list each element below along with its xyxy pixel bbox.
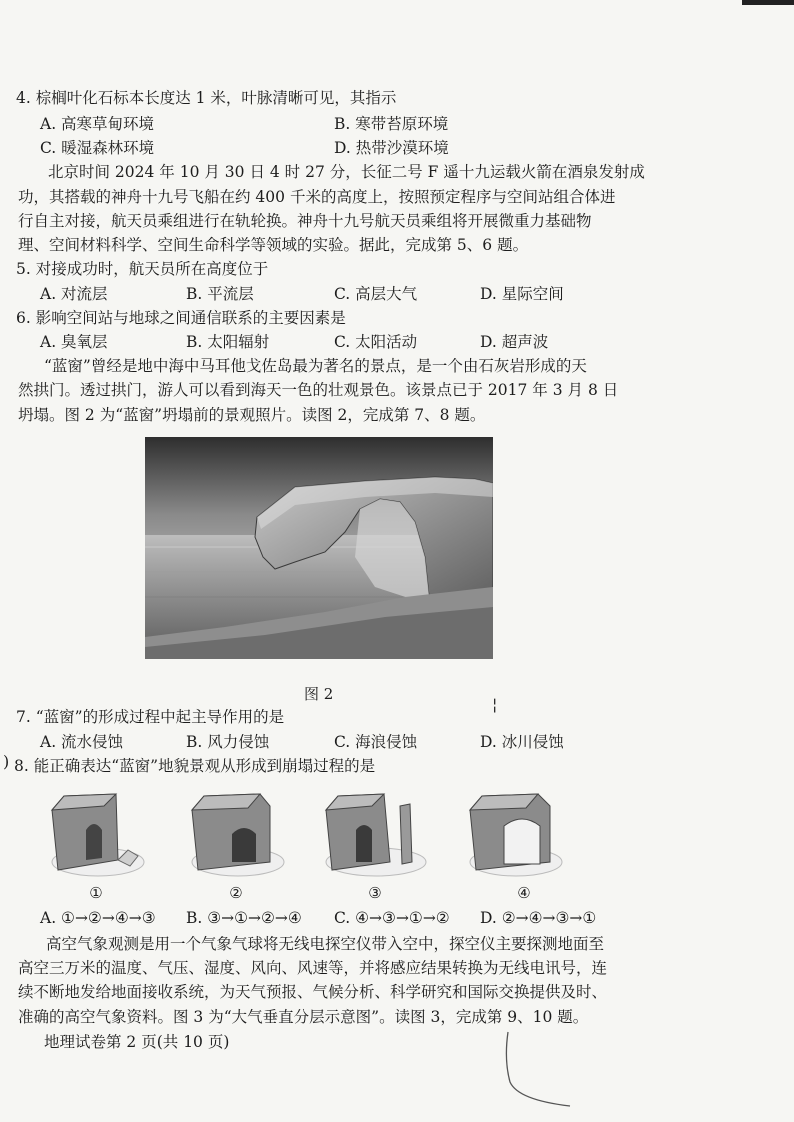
passage3-line: 准确的高空气象资料。图 3 为“大气垂直分层示意图”。读图 3，完成第 9、10 题。 (18, 1008, 589, 1026)
q5-stem: 5. 对接成功时，航天员所在高度位于 (16, 260, 269, 278)
q6-option-c: C. 太阳活动 (334, 333, 418, 351)
q7-option-b: B. 风力侵蚀 (186, 733, 270, 751)
passage2-line: 坍塌。图 2 为“蓝窗”坍塌前的景观照片。读图 2，完成第 7、8 题。 (18, 406, 486, 424)
q8-stem: 8. 能正确表达“蓝窗”地貌景观从形成到崩塌过程的是 (14, 757, 376, 775)
q7-option-c: C. 海浪侵蚀 (334, 733, 418, 751)
q5-option-a: A. 对流层 (40, 285, 108, 303)
arch-sketch-1 (46, 790, 146, 880)
figure2-caption: 图 2 (304, 685, 334, 703)
passage1-line: 北京时间 2024 年 10 月 30 日 4 时 27 分，长征二号 F 遥十九运载火箭在酒泉发射成 (48, 163, 645, 181)
q5-option-d: D. 星际空间 (480, 285, 564, 303)
q6-option-a: A. 臭氧层 (40, 333, 108, 351)
arch-sketch-4 (464, 790, 564, 880)
q8-option-c: C. ④→③→①→② (334, 909, 450, 927)
arch-sketch-2 (186, 790, 286, 880)
sketch-label-1: ① (89, 884, 103, 902)
q7-option-a: A. 流水侵蚀 (40, 733, 124, 751)
q4-option-b: B. 寒带苔原环境 (334, 115, 449, 133)
passage2-line: “蓝窗”曾经是地中海中马耳他戈佐岛最为著名的景点，是一个由石灰岩形成的天 (44, 357, 587, 375)
arch-sketch-3 (320, 790, 430, 880)
sketch-label-4: ④ (517, 884, 531, 902)
q4-option-d: D. 热带沙漠环境 (334, 139, 449, 157)
q4-option-a: A. 高寒草甸环境 (40, 115, 155, 133)
passage1-line: 理、空间材料科学、空间生命科学等领域的实验。据此，完成第 5、6 题。 (18, 236, 529, 254)
q6-option-b: B. 太阳辐射 (186, 333, 270, 351)
q6-stem: 6. 影响空间站与地球之间通信联系的主要因素是 (16, 309, 346, 327)
page-footer: 地理试卷第 2 页(共 10 页) (44, 1033, 230, 1051)
q5-option-b: B. 平流层 (186, 285, 254, 303)
q7-option-d: D. 冰川侵蚀 (480, 733, 564, 751)
passage3-line: 高空气象观测是用一个气象气球将无线电探空仪带入空中，探空仪主要探测地面至 (46, 935, 605, 953)
pen-stroke-mark (500, 1030, 580, 1110)
q4-stem: 4. 棕榈叶化石标本长度达 1 米，叶脉清晰可见，其指示 (16, 89, 397, 107)
q8-option-b: B. ③→①→②→④ (186, 909, 302, 927)
passage2-line: 然拱门。透过拱门，游人可以看到海天一色的壮观景色。该景点已于 2017 年 3 月 8 日 (18, 381, 619, 399)
passage1-line: 功，其搭载的神舟十九号飞船在约 400 千米的高度上，按照预定程序与空间站组合体进 (18, 188, 616, 206)
stray-mark: ¦ (492, 695, 498, 714)
sketch-label-2: ② (229, 884, 243, 902)
q6-option-d: D. 超声波 (480, 333, 549, 351)
q5-option-c: C. 高层大气 (334, 285, 418, 303)
q8-option-d: D. ②→④→③→① (480, 909, 597, 927)
scan-edge-mark (742, 0, 794, 5)
passage3-line: 续不断地发给地面接收系统，为天气预报、气候分析、科学研究和国际交换提供及时、 (18, 983, 608, 1001)
passage1-line: 行自主对接，航天员乘组进行在轨轮换。神舟十九号航天员乘组将开展微重力基础物 (18, 212, 592, 230)
q7-stem: 7. “蓝窗”的形成过程中起主导作用的是 (16, 708, 285, 726)
margin-mark: ) (3, 752, 10, 771)
azure-window-photo (145, 437, 493, 659)
passage3-line: 高空三万米的温度、气压、湿度、风向、风速等，并将感应结果转换为无线电讯号，连 (18, 959, 608, 977)
q8-option-a: A. ①→②→④→③ (40, 909, 156, 927)
q4-option-c: C. 暖湿森林环境 (40, 139, 155, 157)
sketch-label-3: ③ (368, 884, 382, 902)
